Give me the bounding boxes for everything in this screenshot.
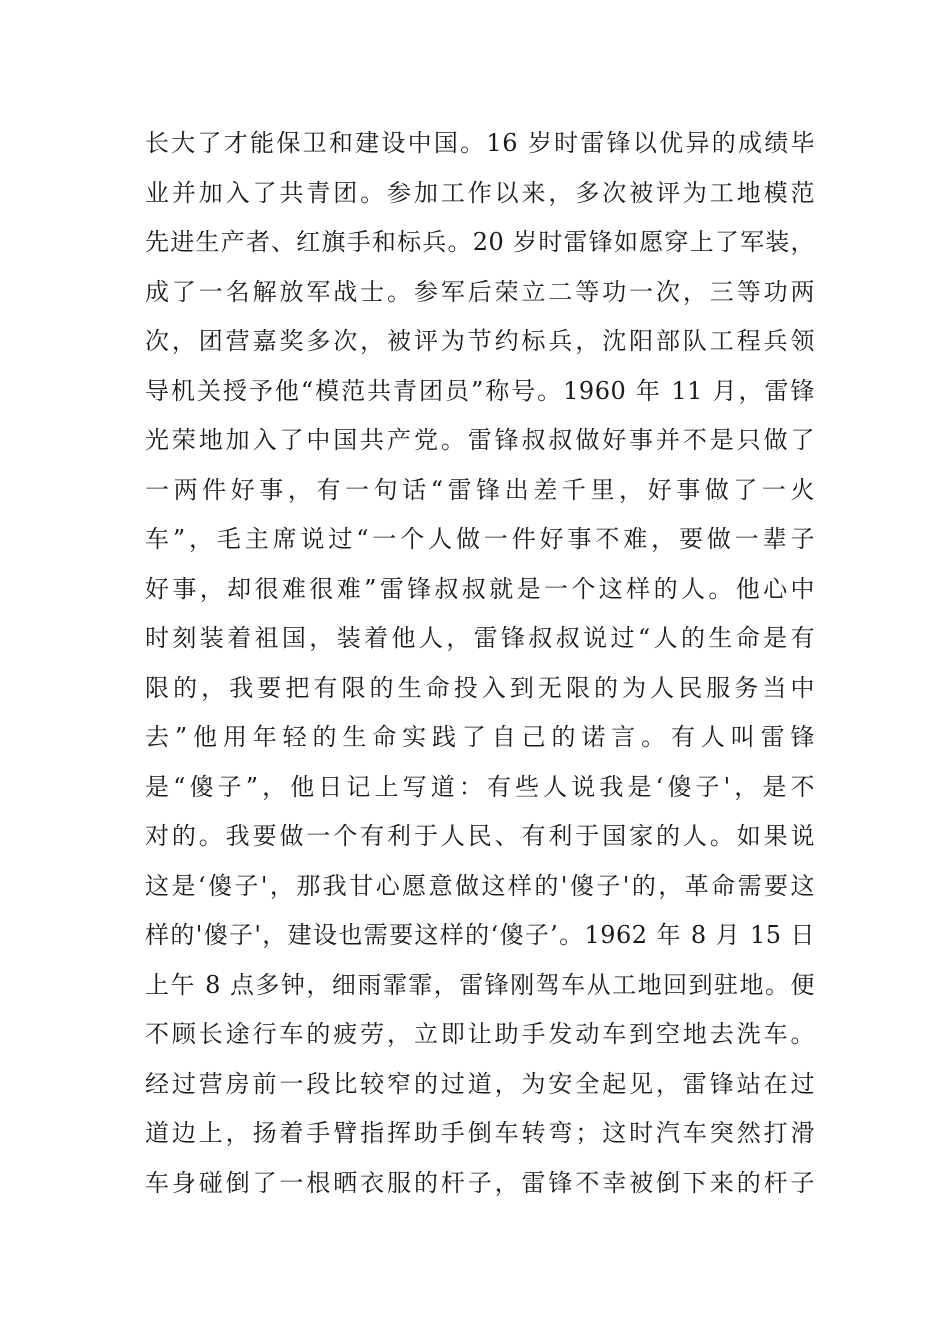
body-text <box>145 119 815 1208</box>
text-line: 道边上，扬着手臂指挥助手倒车转弯；这时汽车突然打滑 <box>145 1119 815 1147</box>
text-line: 去”他用年轻的生命实践了自己的诺言。有人叫雷锋 <box>145 723 815 751</box>
text-line: 导机关授予他“模范共青团员”称号。1960 年 11 月，雷锋 <box>145 376 815 405</box>
text-line: 业并加入了共青团。参加工作以来，多次被评为工地模范 <box>145 178 815 207</box>
text-line: 好事，却很难很难”雷锋叔叔就是一个这样的人。他心中 <box>145 574 815 603</box>
text-line: 经过营房前一段比较窄的过道，为安全起见，雷锋站在过 <box>145 1069 815 1098</box>
text-line: 先进生产者、红旗手和标兵。20 岁时雷锋如愿穿上了军装， <box>145 228 815 256</box>
text-line: 上午 8 点多钟，细雨霏霏，雷锋刚驾车从工地回到驻地。便 <box>145 970 815 999</box>
text-line: 成了一名解放军战士。参军后荣立二等功一次，三等功两 <box>145 277 815 306</box>
text-line: 车身碰倒了一根晒衣服的杆子，雷锋不幸被倒下来的杆子 <box>145 1168 815 1197</box>
text-line: 这是‘傻子'，那我甘心愿意做这样的'傻子'的，革命需要这 <box>145 871 815 900</box>
text-line: 一两件好事，有一句话“雷锋出差千里，好事做了一火 <box>145 475 815 504</box>
text-line: 不顾长途行车的疲劳，立即让助手发动车到空地去洗车。 <box>145 1020 815 1048</box>
text-line: 次，团营嘉奖多次，被评为节约标兵，沈阳部队工程兵领 <box>145 327 815 355</box>
text-line: 样的'傻子'，建设也需要这样的‘傻子’。1962 年 8 月 15 日 <box>145 921 815 949</box>
text-line: 长大了才能保卫和建设中国。16 岁时雷锋以优异的成绩毕 <box>145 129 815 157</box>
text-line: 限的，我要把有限的生命投入到无限的为人民服务当中 <box>145 673 815 702</box>
text-line: 是“傻子”，他日记上写道：有些人说我是‘傻子'，是不 <box>145 772 815 801</box>
text-line: 光荣地加入了中国共产党。雷锋叔叔做好事并不是只做了 <box>145 426 815 454</box>
text-line: 时刻装着祖国，装着他人，雷锋叔叔说过“人的生命是有 <box>145 624 815 652</box>
text-line: 车”，毛主席说过“一个人做一件好事不难，要做一辈子 <box>145 525 815 553</box>
text-line: 对的。我要做一个有利于人民、有利于国家的人。如果说 <box>145 822 815 850</box>
